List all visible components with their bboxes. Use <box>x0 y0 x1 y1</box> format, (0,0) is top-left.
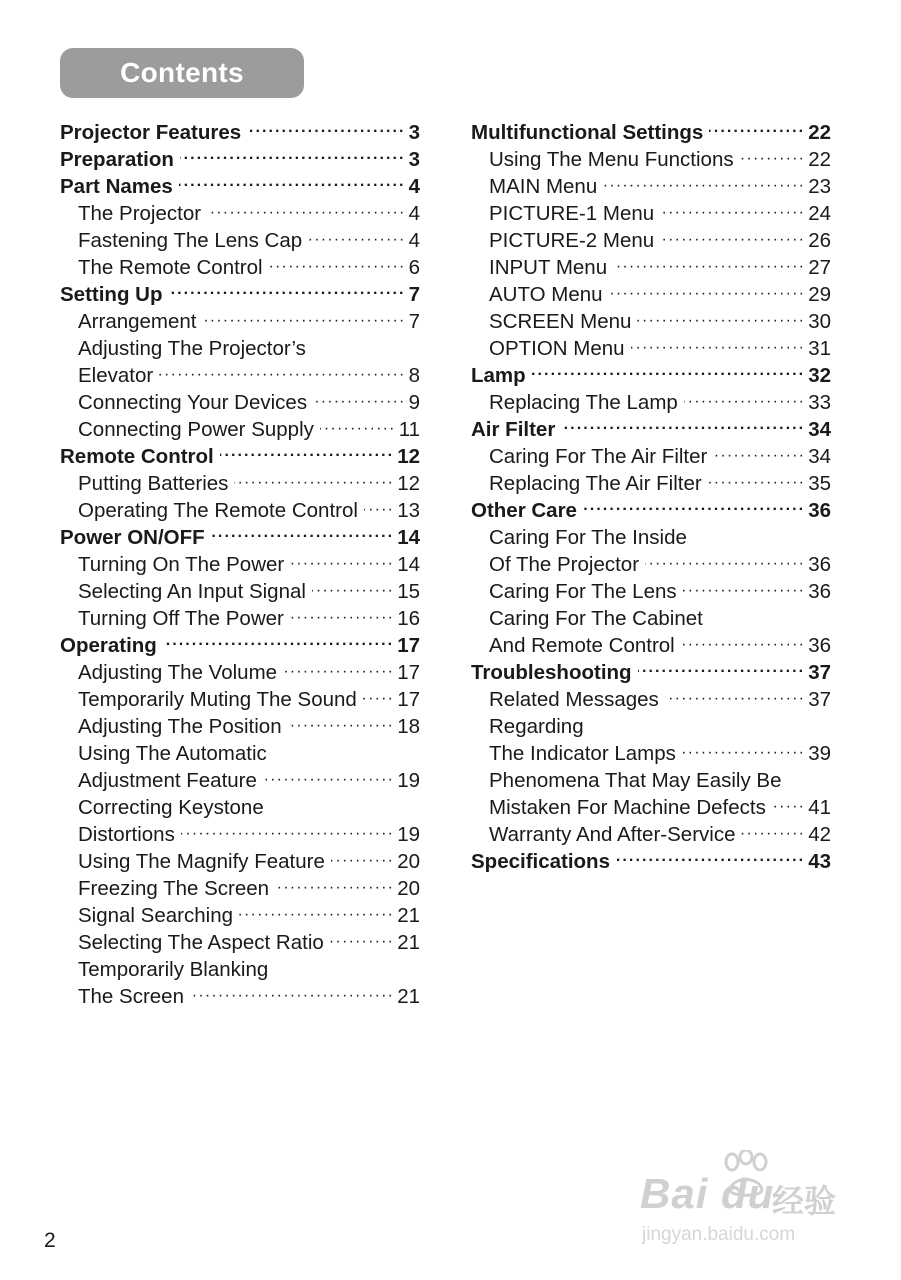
dot-leader <box>709 119 805 146</box>
toc-subentry <box>60 767 420 794</box>
dot-leader <box>713 443 805 470</box>
toc-section-entry <box>471 416 831 443</box>
dot-leader <box>263 767 394 794</box>
toc-page-number: 12 <box>397 471 420 495</box>
toc-subentry <box>60 686 420 713</box>
toc-page-number: 7 <box>408 309 420 333</box>
contents-title-box <box>60 48 304 98</box>
toc-entry-label: The Remote Control <box>78 255 263 279</box>
dot-leader <box>645 551 805 578</box>
toc-subentry <box>60 929 420 956</box>
dot-leader <box>364 497 394 524</box>
toc-page-number: 4 <box>408 228 420 252</box>
baidu-watermark <box>640 1150 850 1260</box>
toc-page-number: 14 <box>397 525 420 549</box>
toc-entry-label: OPTION Menu <box>489 336 625 360</box>
toc-entry-label: Lamp <box>471 363 526 387</box>
toc-section-entry <box>60 632 420 659</box>
dot-leader <box>290 605 394 632</box>
toc-subentry <box>60 470 420 497</box>
toc-entry-label: Air Filter <box>471 417 556 441</box>
toc-section-entry <box>471 497 831 524</box>
toc-page-number: 13 <box>397 498 420 522</box>
toc-entry-label: Putting Batteries <box>78 471 229 495</box>
dot-leader <box>313 389 406 416</box>
dot-leader <box>561 416 805 443</box>
toc-subentry <box>60 956 420 983</box>
toc-entry-label: Temporarily Blanking <box>78 957 269 981</box>
dot-leader <box>211 524 395 551</box>
page-number: 2 <box>44 1229 56 1252</box>
toc-page-number: 21 <box>397 930 420 954</box>
toc-subentry <box>60 740 420 767</box>
toc-page-number: 22 <box>808 120 831 144</box>
dot-leader <box>234 470 394 497</box>
toc-page-number: 15 <box>397 579 420 603</box>
toc-page-number: 42 <box>808 822 831 846</box>
toc-page-number: 29 <box>808 282 831 306</box>
toc-entry-label: Part Names <box>60 174 173 198</box>
toc-subentry <box>471 335 831 362</box>
toc-subentry <box>471 578 831 605</box>
toc-entry-label: Selecting The Aspect Ratio <box>78 930 324 954</box>
toc-entry-label: Remote Control <box>60 444 214 468</box>
dot-leader <box>181 821 394 848</box>
toc-page-number: 34 <box>808 417 831 441</box>
toc-page-number: 17 <box>397 660 420 684</box>
toc-entry-label: Specifications <box>471 849 610 873</box>
toc-page-number: 3 <box>408 120 420 144</box>
toc-page-number: 4 <box>408 174 420 198</box>
toc-section-entry <box>60 173 420 200</box>
toc-entry-label: Troubleshooting <box>471 660 632 684</box>
toc-entry-label: Using The Automatic <box>78 741 267 765</box>
toc-subentry <box>60 227 420 254</box>
dot-leader <box>631 335 806 362</box>
dot-leader <box>532 362 806 389</box>
toc-entry-label: Using The Magnify Feature <box>78 849 325 873</box>
toc-entry-label: Freezing The Screen <box>78 876 270 900</box>
toc-entry-label: Caring For The Cabinet <box>489 606 703 630</box>
toc-page-number: 21 <box>397 903 420 927</box>
toc-subentry <box>60 497 420 524</box>
toc-entry-label: Preparation <box>60 147 174 171</box>
dot-leader <box>290 551 394 578</box>
dot-leader <box>312 578 394 605</box>
toc-page-number: 36 <box>808 498 831 522</box>
toc-subentry <box>60 362 420 389</box>
toc-section-entry <box>471 119 831 146</box>
toc-section-entry <box>60 146 420 173</box>
toc-page-number: 12 <box>397 444 420 468</box>
toc-subentry <box>471 713 831 740</box>
toc-page-number: 7 <box>408 282 420 306</box>
dot-leader <box>665 686 805 713</box>
toc-subentry <box>471 740 831 767</box>
dot-leader <box>660 227 805 254</box>
toc-entry-label: The Indicator Lamps <box>489 741 676 765</box>
toc-page-number: 3 <box>408 147 420 171</box>
toc-section-entry <box>60 443 420 470</box>
toc-entry-label: Connecting Power Supply <box>78 417 314 441</box>
dot-leader <box>163 632 394 659</box>
toc-entry-label: The Projector <box>78 201 202 225</box>
toc-subentry <box>471 686 831 713</box>
toc-entry-label: Using The Menu Functions <box>489 147 734 171</box>
toc-section-entry <box>471 848 831 875</box>
toc-page-number: 37 <box>808 687 831 711</box>
toc-page-number: 8 <box>408 363 420 387</box>
toc-page-number: 14 <box>397 552 420 576</box>
toc-entry-label: Multifunctional Settings <box>471 120 704 144</box>
toc-page-number: 20 <box>397 876 420 900</box>
toc-page-number: 27 <box>808 255 831 279</box>
dot-leader <box>682 740 805 767</box>
toc-entry-label: Caring For The Inside <box>489 525 687 549</box>
toc-entry-label: PICTURE-2 Menu <box>489 228 655 252</box>
toc-subentry <box>471 632 831 659</box>
toc-subentry <box>60 308 420 335</box>
toc-subentry <box>471 524 831 551</box>
toc-page-number: 39 <box>808 741 831 765</box>
watermark-logo-text: Bai du <box>640 1170 775 1217</box>
toc-subentry <box>471 254 831 281</box>
dot-leader <box>609 281 806 308</box>
toc-entry-label: Signal Searching <box>78 903 233 927</box>
toc-page-number: 26 <box>808 228 831 252</box>
toc-entry-label: Caring For The Air Filter <box>489 444 708 468</box>
dot-leader <box>283 659 394 686</box>
dot-leader <box>207 200 406 227</box>
dot-leader <box>190 983 394 1010</box>
dot-leader <box>247 119 405 146</box>
toc-entry-label: Setting Up <box>60 282 163 306</box>
dot-leader <box>180 146 406 173</box>
toc-entry-label: Connecting Your Devices <box>78 390 308 414</box>
dot-leader <box>683 578 806 605</box>
toc-subentry <box>60 902 420 929</box>
toc-subentry <box>60 578 420 605</box>
toc-subentry <box>60 983 420 1010</box>
toc-entry-label: AUTO Menu <box>489 282 603 306</box>
dot-leader <box>330 929 394 956</box>
toc-subentry <box>471 146 831 173</box>
toc-entry-label: Of The Projector <box>489 552 640 576</box>
toc-entry-label: Adjustment Feature <box>78 768 257 792</box>
dot-leader <box>708 470 806 497</box>
toc-subentry <box>471 443 831 470</box>
dot-leader <box>220 443 394 470</box>
dot-leader <box>331 848 394 875</box>
dot-leader <box>179 173 406 200</box>
dot-leader <box>613 254 805 281</box>
toc-entry-label: Temporarily Muting The Sound <box>78 687 357 711</box>
toc-subentry <box>60 416 420 443</box>
dot-leader <box>684 389 805 416</box>
toc-page-number: 32 <box>808 363 831 387</box>
dot-leader <box>308 227 405 254</box>
toc-subentry <box>471 821 831 848</box>
toc-page-number: 18 <box>397 714 420 738</box>
toc-subentry <box>471 281 831 308</box>
dot-leader <box>637 308 805 335</box>
dot-leader <box>239 902 394 929</box>
toc-page-number: 9 <box>408 390 420 414</box>
dot-leader <box>159 362 405 389</box>
dot-leader <box>772 794 805 821</box>
dot-leader <box>741 821 805 848</box>
watermark-cn-text: 经验 <box>772 1183 837 1219</box>
dot-leader <box>288 713 395 740</box>
toc-entry-label: Warranty And After-Service <box>489 822 736 846</box>
toc-page-number: 19 <box>397 822 420 846</box>
toc-subentry <box>471 794 831 821</box>
dot-leader <box>616 848 805 875</box>
toc-section-entry <box>60 281 420 308</box>
toc-page-number: 31 <box>808 336 831 360</box>
toc-page-number: 23 <box>808 174 831 198</box>
toc-subentry <box>60 875 420 902</box>
toc-subentry <box>60 605 420 632</box>
toc-entry-label: Turning Off The Power <box>78 606 284 630</box>
dot-leader <box>275 875 394 902</box>
dot-leader <box>363 686 394 713</box>
toc-page-number: 34 <box>808 444 831 468</box>
toc-page-number: 17 <box>397 633 420 657</box>
toc-entry-label: INPUT Menu <box>489 255 608 279</box>
toc-entry-label: Projector Features <box>60 120 242 144</box>
toc-section-entry <box>471 362 831 389</box>
toc-page-number: 24 <box>808 201 831 225</box>
toc-entry-label: Replacing The Lamp <box>489 390 678 414</box>
toc-page-number: 41 <box>808 795 831 819</box>
toc-right-column <box>471 119 831 875</box>
toc-subentry <box>60 848 420 875</box>
toc-entry-label: Adjusting The Position <box>78 714 282 738</box>
toc-page-number: 36 <box>808 552 831 576</box>
dot-leader <box>740 146 806 173</box>
toc-page-number: 6 <box>408 255 420 279</box>
toc-entry-label: Phenomena That May Easily Be <box>489 768 782 792</box>
toc-entry-label: Fastening The Lens Cap <box>78 228 303 252</box>
toc-page-number: 35 <box>808 471 831 495</box>
toc-entry-label: Elevator <box>78 363 154 387</box>
toc-entry-label: SCREEN Menu <box>489 309 632 333</box>
dot-leader <box>681 632 805 659</box>
toc-entry-label: MAIN Menu <box>489 174 598 198</box>
toc-entry-label: PICTURE-1 Menu <box>489 201 655 225</box>
toc-entry-label: Regarding <box>489 714 584 738</box>
toc-section-entry <box>60 524 420 551</box>
toc-entry-label: Correcting Keystone <box>78 795 264 819</box>
toc-entry-label: Distortions <box>78 822 175 846</box>
toc-entry-label: Adjusting The Projector’s <box>78 336 306 360</box>
toc-left-column <box>60 119 420 1010</box>
toc-entry-label: Replacing The Air Filter <box>489 471 702 495</box>
dot-leader <box>660 200 805 227</box>
toc-page-number: 37 <box>808 660 831 684</box>
toc-page-number: 21 <box>397 984 420 1008</box>
toc-entry-label: Power ON/OFF <box>60 525 205 549</box>
toc-page-number: 11 <box>398 417 420 441</box>
toc-subentry <box>60 551 420 578</box>
dot-leader <box>638 659 806 686</box>
toc-page-number: 19 <box>397 768 420 792</box>
toc-entry-label: Selecting An Input Signal <box>78 579 306 603</box>
toc-entry-label: Mistaken For Machine Defects <box>489 795 766 819</box>
toc-page-number: 33 <box>808 390 831 414</box>
toc-entry-label: Caring For The Lens <box>489 579 677 603</box>
toc-subentry <box>60 794 420 821</box>
toc-entry-label: Turning On The Power <box>78 552 285 576</box>
toc-page-number: 17 <box>397 687 420 711</box>
toc-subentry <box>60 659 420 686</box>
dot-leader <box>169 281 406 308</box>
toc-entry-label: Adjusting The Volume <box>78 660 278 684</box>
watermark-url: jingyan.baidu.com <box>642 1224 796 1245</box>
toc-entry-label: The Screen <box>78 984 184 1008</box>
toc-page-number: 16 <box>397 606 420 630</box>
toc-section-entry <box>60 119 420 146</box>
toc-page-number: 20 <box>397 849 420 873</box>
toc-subentry <box>471 767 831 794</box>
toc-entry-label: Other Care <box>471 498 577 522</box>
dot-leader <box>203 308 406 335</box>
toc-entry-label: Operating <box>60 633 157 657</box>
toc-section-entry <box>471 659 831 686</box>
toc-entry-label: Operating The Remote Control <box>78 498 358 522</box>
toc-entry-label: And Remote Control <box>489 633 675 657</box>
toc-page-number: 4 <box>408 201 420 225</box>
toc-subentry <box>471 173 831 200</box>
toc-subentry <box>471 605 831 632</box>
toc-page-number: 36 <box>808 633 831 657</box>
toc-page-number: 43 <box>808 849 831 873</box>
toc-subentry <box>471 227 831 254</box>
toc-entry-label: Related Messages <box>489 687 659 711</box>
toc-page-number: 36 <box>808 579 831 603</box>
toc-subentry <box>471 200 831 227</box>
toc-subentry <box>60 254 420 281</box>
page-title: Contents <box>120 57 244 88</box>
toc-subentry <box>471 389 831 416</box>
toc-subentry <box>60 389 420 416</box>
dot-leader <box>583 497 805 524</box>
dot-leader <box>269 254 406 281</box>
dot-leader <box>603 173 805 200</box>
toc-entry-label: Arrangement <box>78 309 197 333</box>
toc-subentry <box>471 308 831 335</box>
toc-subentry <box>60 200 420 227</box>
toc-page-number: 30 <box>808 309 831 333</box>
dot-leader <box>320 416 396 443</box>
toc-page-number: 22 <box>808 147 831 171</box>
toc-subentry <box>60 713 420 740</box>
toc-subentry <box>471 551 831 578</box>
toc-subentry <box>60 335 420 362</box>
toc-subentry <box>60 821 420 848</box>
toc-subentry <box>471 470 831 497</box>
